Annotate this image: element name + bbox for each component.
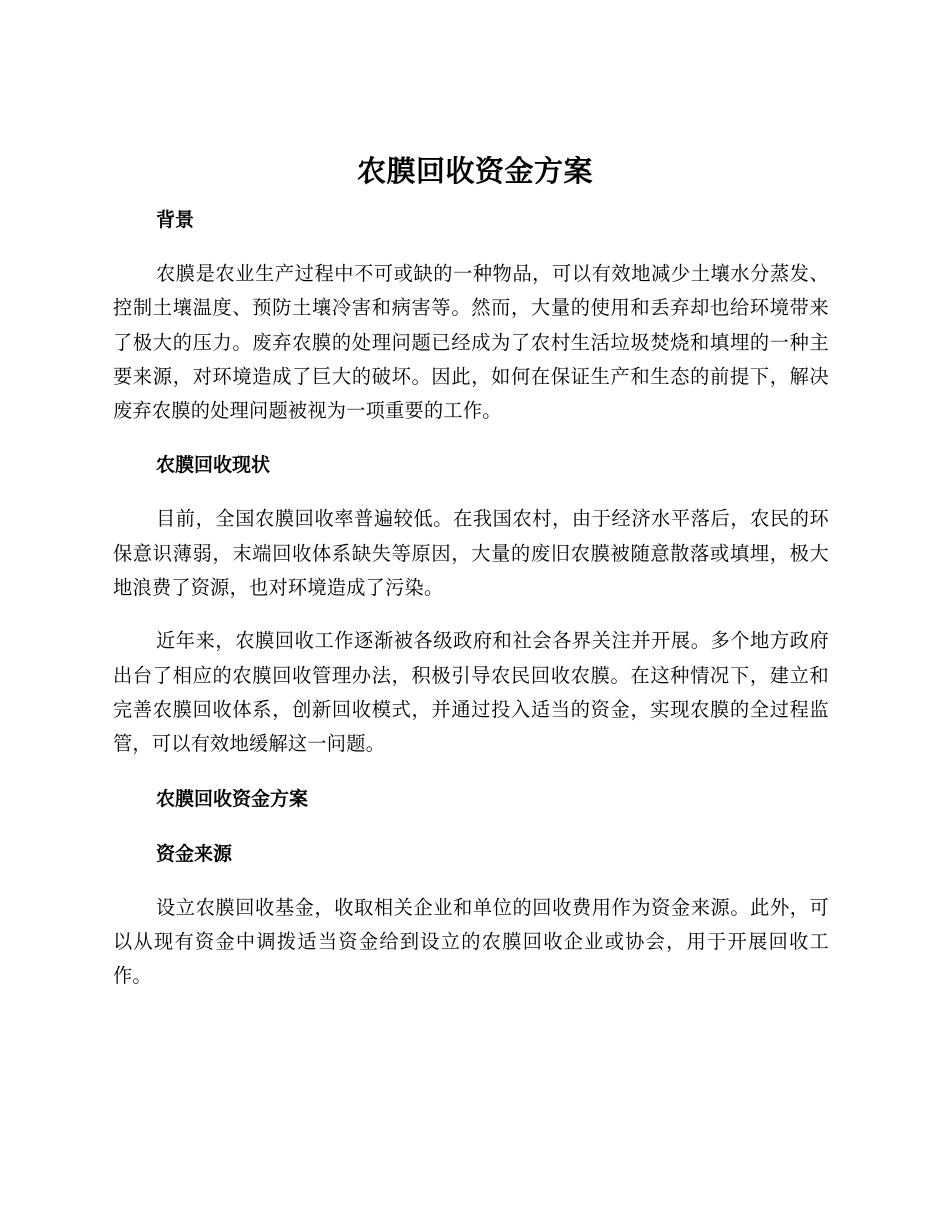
document-title: 农膜回收资金方案 [356,154,593,188]
section-heading-recycling-status: 农膜回收现状 [156,454,271,477]
paragraph-recycling-status-1: 目前，全国农膜回收率普遍较低。在我国农村，由于经济水平落后，农民的环保意识薄弱，末端回收体系缺失等原因，大量的废旧农膜被随意散落或填埋，极大地浪费了资源，也对环境造成了污染。 [113,507,829,600]
paragraph-recycling-status-2: 近年来，农膜回收工作逐渐被各级政府和社会各界关注并开展。多个地方政府出台了相应的农膜回收管理办法，积极引导农民回收农膜。在这种情况下，建立和完善农膜回收体系，创新回收模式，并通过投入适当的资金，实现农膜的全过程监管，可以有效地缓解这一问题。 [113,629,829,756]
section-heading-funding-plan: 农膜回收资金方案 [156,787,309,810]
section-heading-funding-source: 资金来源 [156,842,233,865]
document-body [113,202,829,1012]
paragraph-background: 农膜是农业生产过程中不可或缺的一种物品，可以有效地减少土壤水分蒸发、控制土壤温度、预防土壤冷害和病害等。然而，大量的使用和丢弃却也给环境带来了极大的压力。废弃农膜的处理问题已经成为了农村生活垃圾焚烧和填埋的一种主要来源，对环境造成了巨大的破坏。因此，如何在保证生产和生态的前提下，解决废弃农膜的处理问题被视为一项重要的工作。 [113,262,829,423]
paragraph-funding-source: 设立农膜回收基金，收取相关企业和单位的回收费用作为资金来源。此外，可以从现有资金中调拨适当资金给到设立的农膜回收企业或协会，用于开展回收工作。 [113,895,829,988]
section-heading-background: 背景 [156,209,195,231]
